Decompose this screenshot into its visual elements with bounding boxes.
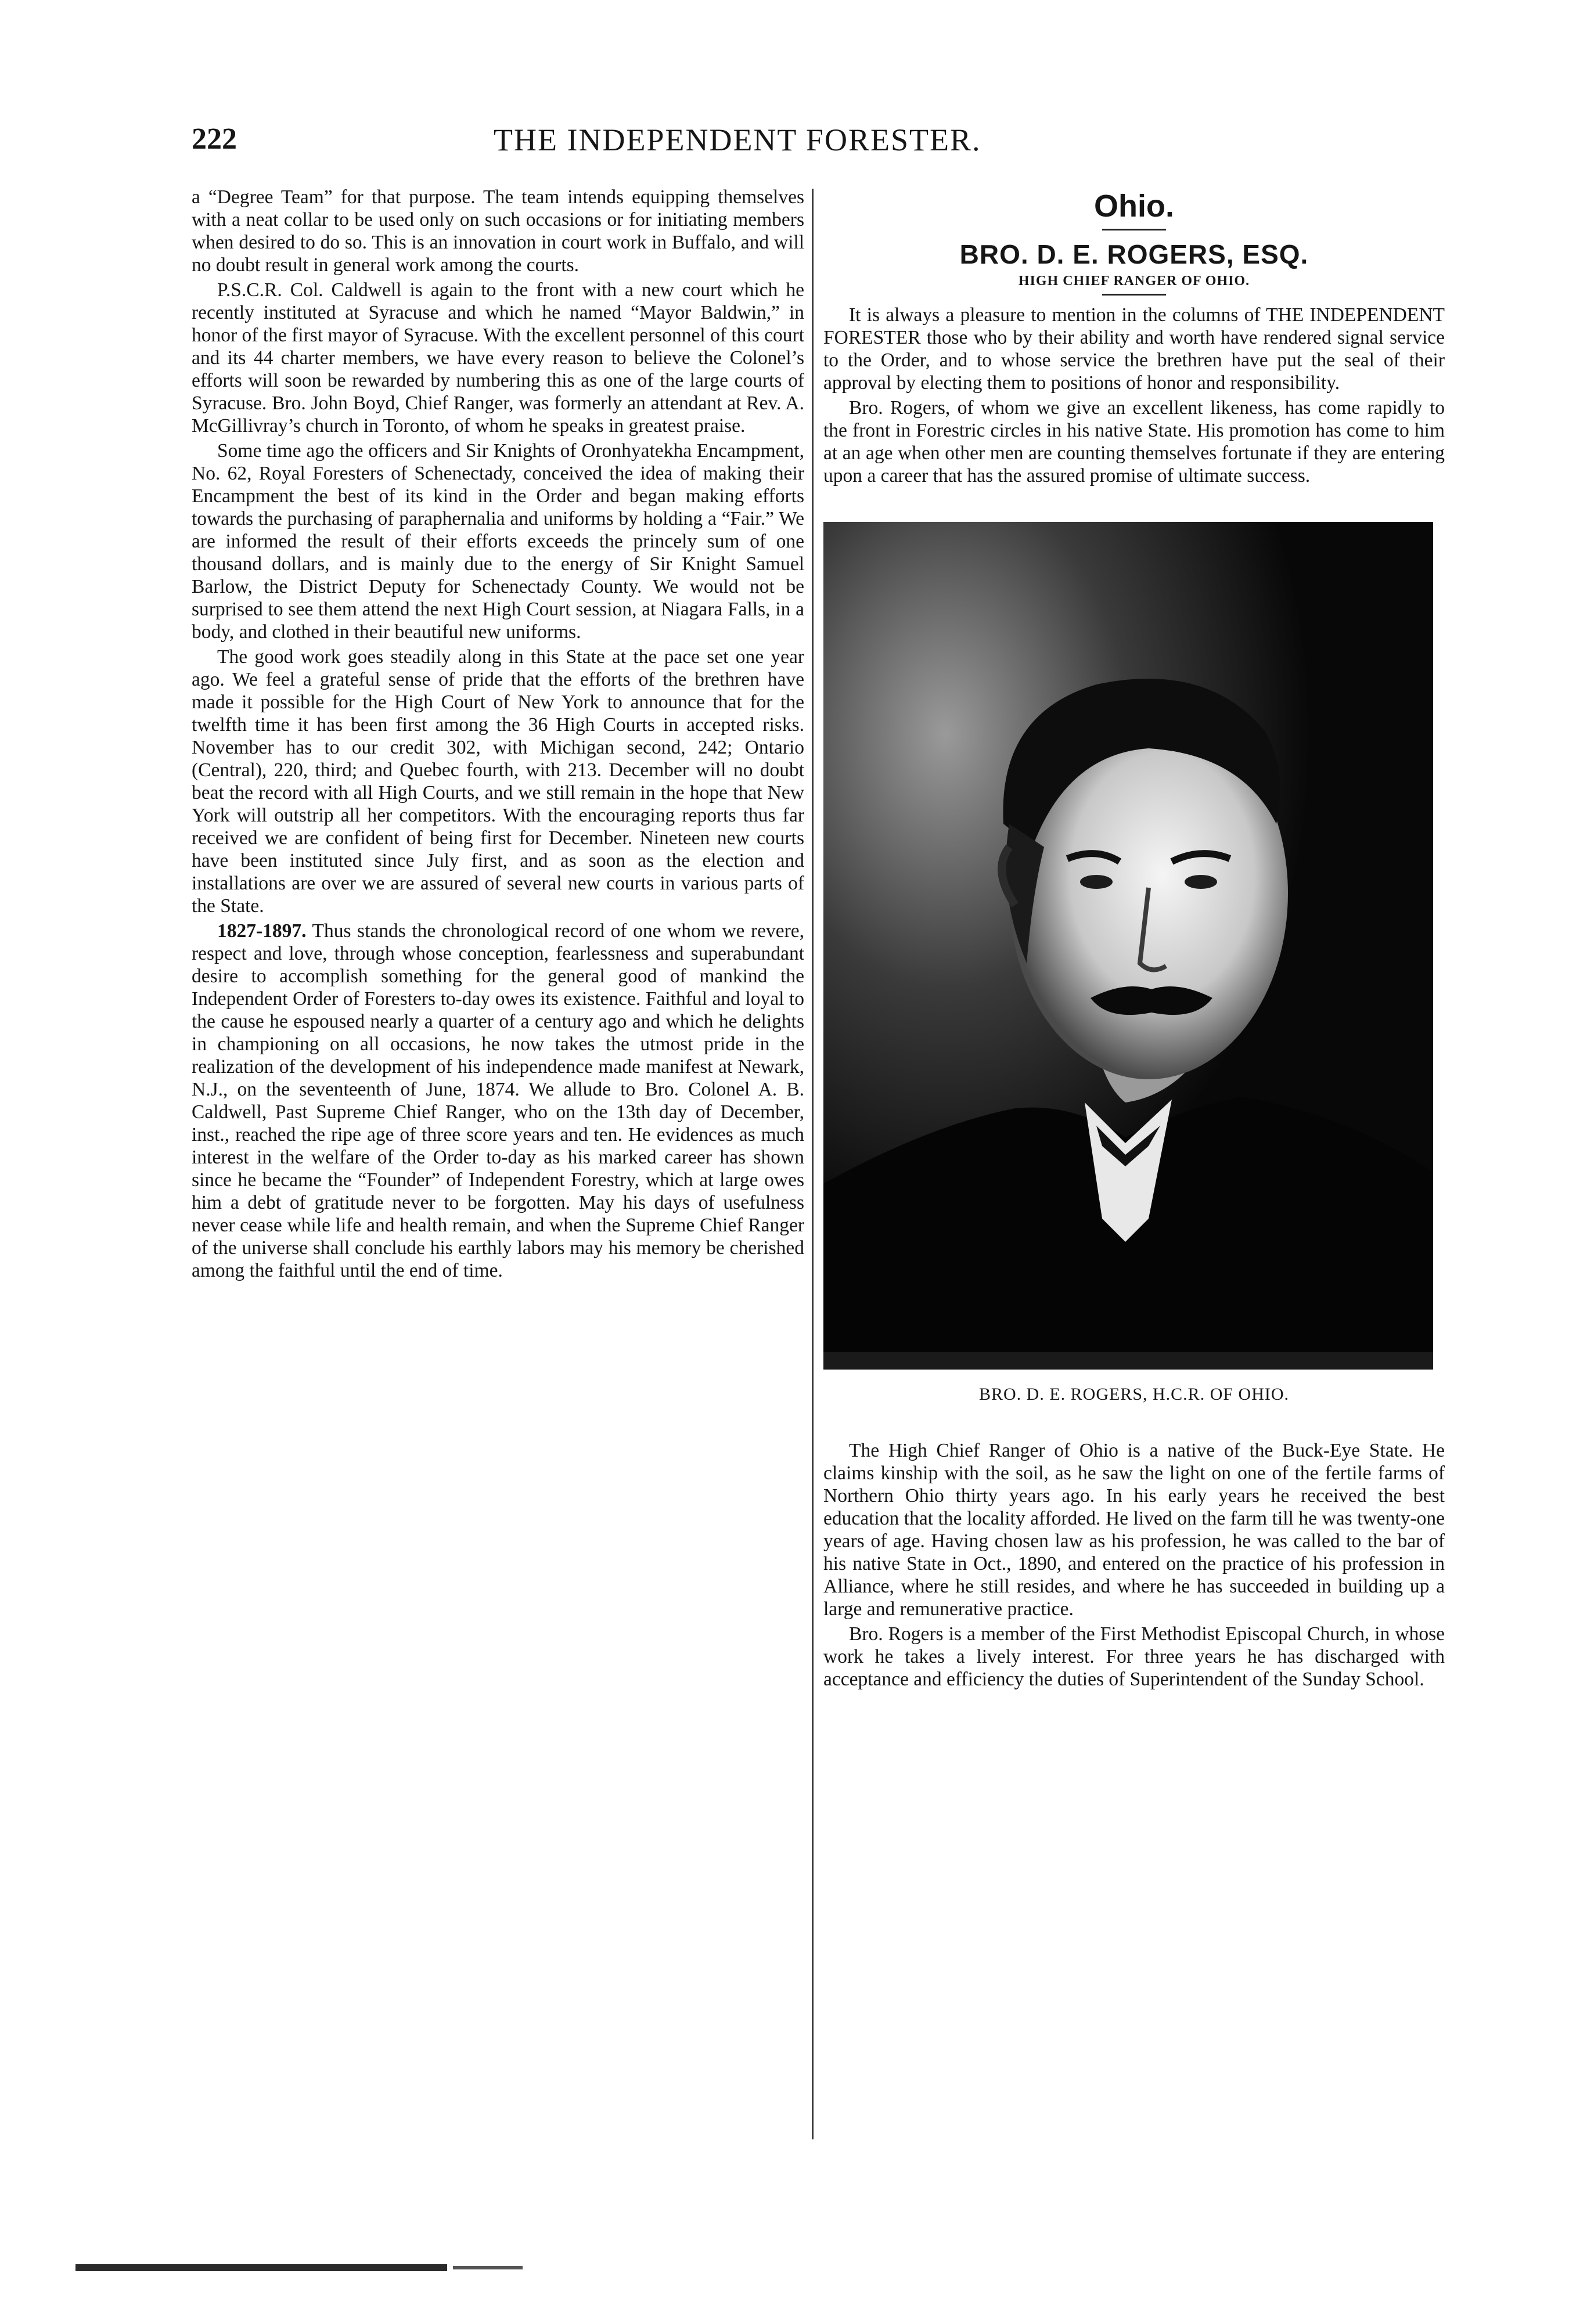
page-number: 222 (192, 122, 237, 156)
chronology-paragraph (192, 920, 804, 1282)
chronology-lead: 1827-1897. (217, 920, 307, 942)
chronology-text: Thus stands the chronological record of one whom we revere, respect and love, through whose conception, fearlessness and superabundant desire to accomplish something for the general good of mankind the Independent Order of Foresters to-day owes its existence. Faithful and loyal to the cause he espoused nearly a quarter of a century ago and which he delights in championing on all occasions, he now takes the utmost pride in the realization of the development of his independence made manifest at Newark, N.J., on the seventeenth of June, 1874. We allude to Bro. Colonel A. B. Caldwell, Past Supreme Chief Ranger, who on the 13th day of December, inst., reached the ripe age of three score years and ten. He evidences as much interest in the welfare of the Order to-day as his marked career has shown since he became the “Founder” of Independent Forestry, which at large owes him a debt of gratitude never to be forgotten. May his days of usefulness never cease while life and health remain, and when the Supreme Chief Ranger of the universe shall conclude his earthly labors may his memory be cherished among the faithful until the end of time. (192, 920, 804, 1281)
subtitle-rule (1102, 294, 1166, 296)
portrait-image (823, 522, 1433, 1370)
church-paragraph: Bro. Rogers is a member of the First Methodist Episcopal Church, in whose work he takes a lively interest. For three years he has discharged with acceptance and efficiency the duties of Superintendent of the Sunday School. (823, 1623, 1445, 1690)
title-rule (1102, 229, 1166, 230)
footer-mark-small (453, 2266, 523, 2269)
caldwell-court-paragraph: P.S.C.R. Col. Caldwell is again to the front with a new court which he recently instituted at Syracuse and which he named “Mayor Baldwin,” in honor of the first mayor of Syracuse. With the excellent personnel of this court and its 44 charter members, we have every reason to believe the Colonel’s efforts will soon be rewarded by numbering this as one of the large courts of Syracuse. Bro. John Boyd, Chief Ranger, was formerly an attendant at Rev. A. McGillivray’s church in Toronto, of whom he speaks in greatest praise. (192, 279, 804, 437)
portrait-caption: BRO. D. E. ROGERS, H.C.R. OF OHIO. (978, 1385, 1290, 1404)
portrait-engraving (823, 522, 1433, 1370)
left-column (192, 186, 804, 1284)
column-divider (812, 189, 814, 2139)
intro-paragraph: It is always a pleasure to mention in the columns of THE INDEPENDENT FORESTER those who by their ability and worth have rendered signal service to the Order, and to whose service the brethren have put the seal of their approval by electing them to positions of honor and responsibility. (823, 304, 1445, 394)
degree-team-paragraph: a “Degree Team” for that purpose. The team intends equipping themselves with a neat collar to be used only on such occasions or for initiating members when desired to do so. This is an innovation in court work in Buffalo, and will no doubt result in general work among the courts. (192, 186, 804, 276)
subject-name: BRO. D. E. ROGERS, ESQ. (959, 239, 1309, 269)
encampment-paragraph: Some time ago the officers and Sir Knights of Oronhyatekha Encampment, No. 62, Royal Foresters of Schenectady, conceived the idea of making their Encampment the best of its kind in the Order and began making efforts towards the purchasing of paraphernalia and uniforms by holding a “Fair.” We are informed the result of their efforts exceeds the princely sum of one thousand dollars, and is mainly due to the energy of Sir Knight Samuel Barlow, the District Deputy for Schenectady County. We would not be surprised to see them attend the next High Court session, at Niagara Falls, in a body, and clothed in their beautiful new uniforms. (192, 440, 804, 643)
section-title: Ohio. (1094, 189, 1174, 224)
footer-mark (75, 2264, 447, 2271)
running-title: THE INDEPENDENT FORESTER. (494, 122, 981, 157)
subject-title: HIGH CHIEF RANGER OF OHIO. (1018, 273, 1250, 289)
likeness-paragraph: Bro. Rogers, of whom we give an excellent likeness, has come rapidly to the front in Forestric circles in his native State. His promotion has come to him at an age when other men are counting themselves fortunate if they are entering upon a career that has the assured promise of ultimate success. (823, 397, 1445, 487)
biography-paragraph: The High Chief Ranger of Ohio is a native of the Buck-Eye State. He claims kinship with the soil, as he saw the light on one of the fertile farms of Northern Ohio thirty years ago. In his early years he received the best education that the locality afforded. He lived on the farm till he was twenty-one years of age. Having chosen law as his profession, he was called to the bar of his native State in Oct., 1890, and entered on the practice of his profession in Alliance, where he still resides, and where he has succeeded in building up a large and remunerative practice. (823, 1440, 1445, 1620)
right-column (823, 186, 1445, 1693)
good-work-paragraph: The good work goes steadily along in this State at the pace set one year ago. We feel a grateful sense of pride that the efforts of the brethren have made it possible for the High Court of New York to announce that for the twelfth time it has been first among the 36 High Courts in accepted risks. November has to our credit 302, with Michigan second, 242; Ontario (Central), 220, third; and Quebec fourth, with 213. December will no doubt beat the record with all High Courts, and we still remain in the hope that New York will outstrip all her competitors. With the encouraging reports thus far received we are confident of being first for December. Nineteen new courts have been instituted since July first, and as soon as the election and installations are over we are assured of several new courts in various parts of the State. (192, 646, 804, 917)
page-header (192, 122, 1109, 174)
